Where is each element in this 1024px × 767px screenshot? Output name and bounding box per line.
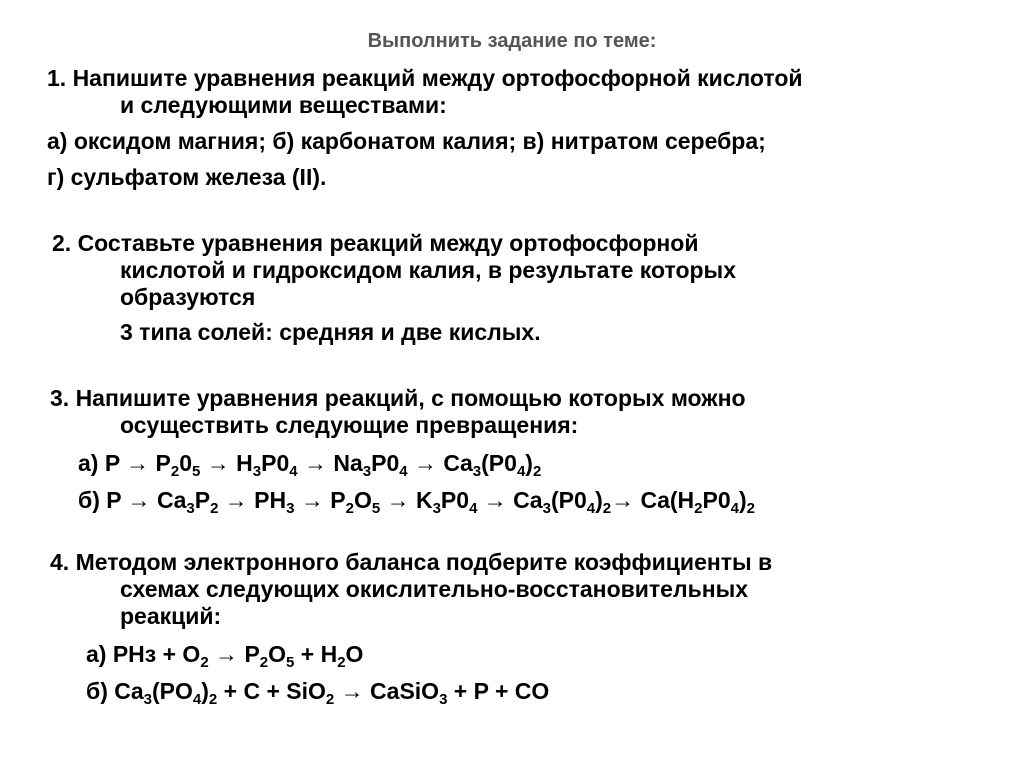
- task4-line3: реакций:: [120, 603, 222, 629]
- task1-line2: и следующими веществами:: [120, 92, 447, 118]
- task3-chain-a: а) $P \to P_20_5 \to H_3P0_4 \to Na_3P0_4 \to Ca_3(P0_4)_2$: [78, 450, 542, 480]
- task3-chain-b: б) $P \to Ca_3P_2 \to PH_3 \to P_2O_5 \to K_3P0_4 \to Ca_3(P0_4)_2\to Ca(H_2P0_4)_2$: [78, 487, 755, 517]
- task4-scheme-a: а) PHз + $O_2 \to P_2O_5 + H_2O$: [86, 641, 364, 671]
- task4-line2: схемах следующих окислительно-восстановительных: [120, 576, 749, 602]
- task2-line4: 3 типа солей: средняя и две кислых.: [120, 319, 541, 345]
- task1-line4: г) сульфатом железа (II).: [47, 164, 327, 190]
- task3-line1: 3. Напишите уравнения реакций, с помощью которых можно: [50, 385, 746, 411]
- task2-line3: образуются: [120, 284, 256, 310]
- task2-line2: кислотой и гидроксидом калия, в результате которых: [120, 257, 736, 283]
- task4-scheme-b: б) $Ca_3(PO_4)_2 + C + SiO_2$ → CaSiO$_3$ + P + CO: [86, 678, 550, 708]
- task3-line2: осуществить следующие превращения:: [120, 412, 579, 438]
- task4-line1: 4. Методом электронного баланса подберите коэффициенты в: [50, 549, 773, 575]
- task2-line1: 2. Составьте уравнения реакций между ортофосфорной: [52, 230, 699, 256]
- slide-heading: Выполнить задание по теме:: [367, 30, 657, 52]
- task1-line1: 1. Напишите уравнения реакций между ортофосфорной кислотой: [47, 65, 803, 91]
- task1-line3: а) оксидом магния; б) карбонатом калия; в) нитратом серебра;: [47, 128, 766, 154]
